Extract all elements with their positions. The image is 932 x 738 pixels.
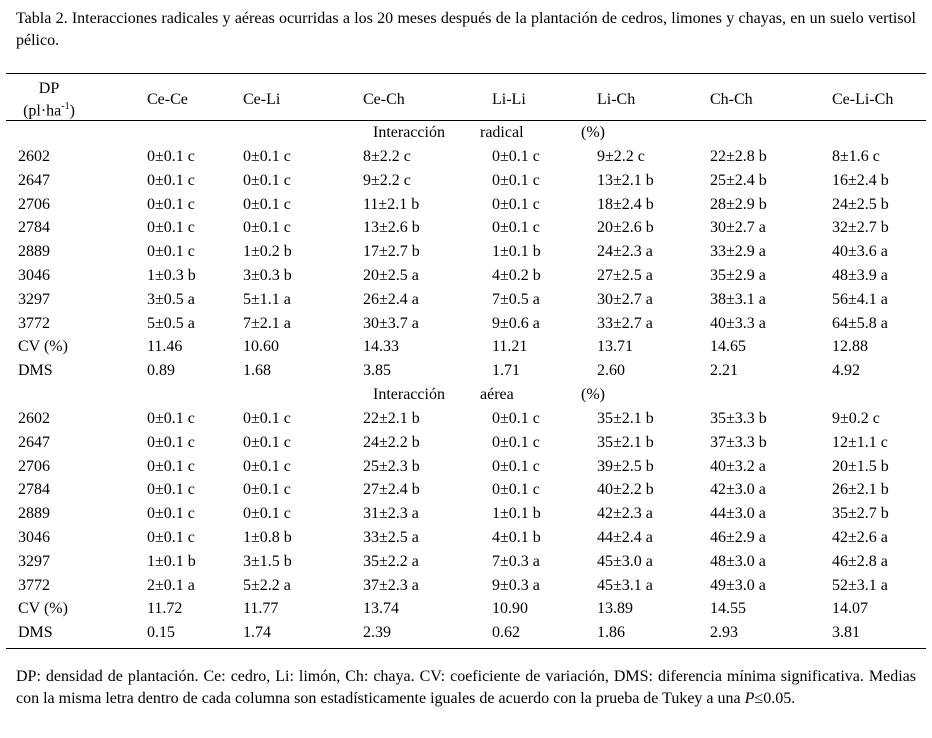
table-cell: 20±2.5 a xyxy=(363,267,419,284)
table-cell: 0±0.1 c xyxy=(147,457,195,475)
table-cell: 33±2.7 a xyxy=(597,314,653,332)
row-label: DMS xyxy=(18,624,53,642)
table-row xyxy=(0,169,932,193)
table-cell: 35±2.2 a xyxy=(363,552,419,570)
row-label: 2889 xyxy=(18,243,50,261)
table-cell: 0±0.1 c xyxy=(243,505,291,523)
table-cell: 48±3.9 a xyxy=(832,267,888,284)
table-cell: 8±1.6 c xyxy=(832,148,880,165)
row-label: 2602 xyxy=(18,410,50,427)
row-label: 2706 xyxy=(18,195,50,213)
table-cell: 30±3.7 a xyxy=(363,314,419,332)
table-cell: 3.85 xyxy=(363,362,391,380)
col-header: Li-Ch xyxy=(597,91,636,108)
dp-header-line2: $(pl\cdot ha^{-1})$ xyxy=(23,101,75,120)
table-row xyxy=(0,193,932,217)
top-rule xyxy=(6,73,926,74)
table-cell: 40±3.3 a xyxy=(710,314,766,332)
table-cell: 42±2.6 a xyxy=(832,529,888,546)
table-cell: 0±0.1 c xyxy=(147,219,195,237)
table-cell: 24±2.5 b xyxy=(832,195,889,213)
table-cell: 5±2.2 a xyxy=(243,576,291,594)
table-cell: 20±1.5 b xyxy=(832,457,889,475)
table-cell: 1±0.8 b xyxy=(243,529,292,546)
table-cell: 3±0.5 a xyxy=(147,290,195,308)
table-cell: 22±2.1 b xyxy=(363,410,420,427)
table-cell: 11.46 xyxy=(147,338,183,356)
row-label: 2647 xyxy=(18,171,50,189)
table-cell: 1.74 xyxy=(243,624,271,642)
table-cell: 2.93 xyxy=(710,624,738,642)
table-cell: 30±2.7 a xyxy=(597,290,653,308)
table-cell: 20±2.6 b xyxy=(597,219,654,237)
table-cell: 9±2.2 c xyxy=(363,171,411,189)
table-footnote: DP: densidad de plantación. Ce: cedro, Li: limón, Ch: chaya. CV: coeficiente de variación, DMS: diferencia mínima significativa. Medias con la misma letra dentro de cada columna son estadísticamente iguales de acuerdo con la prueba de Tukey a una P≤0.05. xyxy=(16,668,916,707)
table-cell: 32±2.7 b xyxy=(832,219,889,237)
table-cell: 1.86 xyxy=(597,624,625,642)
table-cell: 27±2.4 b xyxy=(363,481,420,499)
table-cell: 25±2.4 b xyxy=(710,171,767,189)
row-label: 2889 xyxy=(18,505,50,523)
table-cell: 3.81 xyxy=(832,624,860,642)
table-cell: 1.71 xyxy=(492,362,520,380)
table-cell: 0±0.1 c xyxy=(243,195,291,213)
table-row xyxy=(0,597,932,621)
table-row xyxy=(0,550,932,574)
table-cell: 40±3.2 a xyxy=(710,457,766,475)
table-cell: 42±2.3 a xyxy=(597,505,653,523)
table-cell: 13±2.6 b xyxy=(363,219,420,237)
table-cell: 1±0.1 b xyxy=(492,243,541,261)
table-cell: 64±5.8 a xyxy=(832,314,888,332)
table-cell: 35±2.1 b xyxy=(597,433,654,451)
table-cell: 33±2.5 a xyxy=(363,529,419,546)
table-cell: 0±0.1 c xyxy=(492,457,540,475)
table-cell: 12.88 xyxy=(832,338,868,356)
table-cell: 2.60 xyxy=(597,362,625,380)
table-cell: 45±3.1 a xyxy=(597,576,653,594)
row-label: 2706 xyxy=(18,457,50,475)
col-header: Li-Li xyxy=(492,91,526,108)
table-cell: 0±0.1 c xyxy=(243,481,291,499)
table-cell: 14.33 xyxy=(363,338,399,356)
table-cell: 2.39 xyxy=(363,624,391,642)
table-cell: 14.07 xyxy=(832,600,868,618)
table-cell: 2±0.1 a xyxy=(147,576,195,594)
table-cell: 22±2.8 b xyxy=(710,148,767,165)
table-cell: 31±2.3 a xyxy=(363,505,419,523)
table-cell: 40±3.6 a xyxy=(832,243,888,261)
table-cell: 3±1.5 b xyxy=(243,552,292,570)
row-label: 3772 xyxy=(18,314,50,332)
table-cell: 8±2.2 c xyxy=(363,148,411,165)
table-cell: 2.21 xyxy=(710,362,738,380)
table-row xyxy=(0,455,932,479)
table-cell: 46±2.8 a xyxy=(832,552,888,570)
col-header: Ce-Li-Ch xyxy=(832,91,894,108)
table-cell: 11.21 xyxy=(492,338,528,356)
table-cell: 5±0.5 a xyxy=(147,314,195,332)
table-cell: 5±1.1 a xyxy=(243,290,291,308)
table-cell: 11.77 xyxy=(243,600,279,618)
table-cell: 30±2.7 a xyxy=(710,219,766,237)
table-cell: 44±2.4 a xyxy=(597,529,653,546)
table-cell: 0.89 xyxy=(147,362,175,380)
row-label: 2784 xyxy=(18,219,50,237)
table-row xyxy=(0,407,932,431)
section-title-radical: Interacción radical (%) xyxy=(373,124,605,141)
table-cell: 0±0.1 c xyxy=(243,433,291,451)
table-cell: 0±0.1 c xyxy=(147,195,195,213)
table-cell: 7±0.3 a xyxy=(492,552,540,570)
table-cell: 35±2.1 b xyxy=(597,410,654,427)
table-cell: 52±3.1 a xyxy=(832,576,888,594)
table-row xyxy=(0,240,932,264)
table-cell: 0±0.1 c xyxy=(147,410,195,427)
row-label: 2647 xyxy=(18,433,50,451)
table-cell: 0±0.1 c xyxy=(492,433,540,451)
table-cell: 9±0.3 a xyxy=(492,576,540,594)
row-label: 3046 xyxy=(18,529,50,546)
table-cell: 0±0.1 c xyxy=(492,481,540,499)
table-cell: 28±2.9 b xyxy=(710,195,767,213)
table-cell: 7±2.1 a xyxy=(243,314,291,332)
table-cell: 0±0.1 c xyxy=(492,195,540,213)
table-row xyxy=(0,288,932,312)
table-cell: 1±0.1 b xyxy=(147,552,196,570)
table-cell: 1±0.2 b xyxy=(243,243,292,261)
table-cell: 46±2.9 a xyxy=(710,529,766,546)
table-cell: 0±0.1 c xyxy=(243,457,291,475)
table-cell: 14.65 xyxy=(710,338,746,356)
table-cell: 35±2.9 a xyxy=(710,267,766,284)
row-label: 2602 xyxy=(18,148,50,165)
table-row xyxy=(0,574,932,598)
table-caption: Tabla 2. Interacciones radicales y aéreas ocurridas a los 20 meses después de la plantación de cedros, limones y chayas, en un suelo vertisol pélico. xyxy=(16,10,916,49)
bottom-rule xyxy=(6,648,926,649)
table-cell: 26±2.1 b xyxy=(832,481,889,499)
table-cell: 0±0.1 c xyxy=(243,171,291,189)
table-cell: 0±0.1 c xyxy=(147,243,195,261)
table-cell: 4.92 xyxy=(832,362,860,380)
table-cell: 0±0.1 c xyxy=(243,410,291,427)
table-cell: 0.62 xyxy=(492,624,520,642)
table-cell: 11±2.1 b xyxy=(363,195,420,213)
table-cell: 24±2.2 b xyxy=(363,433,420,451)
table-cell: 39±2.5 b xyxy=(597,457,654,475)
table-cell: 0±0.1 c xyxy=(243,148,291,165)
table-cell: 16±2.4 b xyxy=(832,171,889,189)
table-row xyxy=(0,478,932,502)
table-cell: 3±0.3 b xyxy=(243,267,292,284)
dp-header-line1: DP xyxy=(38,80,60,97)
table-cell: 0±0.1 c xyxy=(147,505,195,523)
table-row xyxy=(0,431,932,455)
table-row xyxy=(0,145,932,169)
col-header: Ce-Ch xyxy=(363,91,405,108)
row-label: CV (%) xyxy=(18,338,68,356)
table-cell: 0±0.1 c xyxy=(492,171,540,189)
table-cell: 13.74 xyxy=(363,600,399,618)
col-header: Ce-Li xyxy=(243,91,281,108)
table-cell: 49±3.0 a xyxy=(710,576,766,594)
table-cell: 18±2.4 b xyxy=(597,195,654,213)
table-cell: 33±2.9 a xyxy=(710,243,766,261)
table-cell: 0±0.1 c xyxy=(243,219,291,237)
section-title-aerea: Interacción aérea (%) xyxy=(373,386,605,403)
table-cell: 13.71 xyxy=(597,338,633,356)
table-cell: 13.89 xyxy=(597,600,633,618)
table-row xyxy=(0,216,932,240)
table-row xyxy=(0,264,932,288)
table-cell: 0±0.1 c xyxy=(147,481,195,499)
table-cell: 56±4.1 a xyxy=(832,290,888,308)
table-cell: 9±0.2 c xyxy=(832,410,880,427)
table-cell: 27±2.5 a xyxy=(597,267,653,284)
table-cell: 9±0.6 a xyxy=(492,314,540,332)
table-cell: 25±2.3 b xyxy=(363,457,420,475)
row-label: DMS xyxy=(18,362,53,380)
table-cell: 48±3.0 a xyxy=(710,552,766,570)
row-label: 3046 xyxy=(18,267,50,284)
table-row xyxy=(0,621,932,645)
table-cell: 1±0.3 b xyxy=(147,267,196,284)
row-label: 2784 xyxy=(18,481,50,499)
col-header: Ch-Ch xyxy=(710,91,753,108)
table-cell: 35±2.7 b xyxy=(832,505,889,523)
table-cell: 10.60 xyxy=(243,338,279,356)
table-cell: 4±0.2 b xyxy=(492,267,541,284)
table-cell: 38±3.1 a xyxy=(710,290,766,308)
table-cell: 10.90 xyxy=(492,600,528,618)
table-row xyxy=(0,526,932,550)
header-row xyxy=(0,88,932,112)
table-cell: 40±2.2 b xyxy=(597,481,654,499)
table-cell: 0.15 xyxy=(147,624,175,642)
table-cell: 1±0.1 b xyxy=(492,505,541,523)
table-row xyxy=(0,359,932,383)
table-cell: 0±0.1 c xyxy=(492,219,540,237)
table-cell: 9±2.2 c xyxy=(597,148,645,165)
row-label: 3297 xyxy=(18,552,50,570)
table-cell: 45±3.0 a xyxy=(597,552,653,570)
table-cell: 42±3.0 a xyxy=(710,481,766,499)
table-cell: 0±0.1 c xyxy=(147,148,195,165)
table-row xyxy=(0,312,932,336)
table-cell: 24±2.3 a xyxy=(597,243,653,261)
table-cell: 0±0.1 c xyxy=(492,410,540,427)
table-cell: 0±0.1 c xyxy=(147,433,195,451)
table-cell: 11.72 xyxy=(147,600,183,618)
table-row xyxy=(0,335,932,359)
table-cell: 12±1.1 c xyxy=(832,433,888,451)
table-cell: 37±3.3 b xyxy=(710,433,767,451)
table-cell: 1.68 xyxy=(243,362,271,380)
table-cell: 37±2.3 a xyxy=(363,576,419,594)
table-cell: 0±0.1 c xyxy=(147,529,195,546)
table-cell: 0±0.1 c xyxy=(492,148,540,165)
table-row xyxy=(0,502,932,526)
col-header: Ce-Ce xyxy=(147,91,188,108)
table-cell: 13±2.1 b xyxy=(597,171,654,189)
table-cell: 4±0.1 b xyxy=(492,529,541,546)
table-cell: 35±3.3 b xyxy=(710,410,767,427)
table-cell: 44±3.0 a xyxy=(710,505,766,523)
row-label: CV (%) xyxy=(18,600,68,618)
table-cell: 7±0.5 a xyxy=(492,290,540,308)
row-label: 3772 xyxy=(18,576,50,594)
table-cell: 14.55 xyxy=(710,600,746,618)
table-cell: 17±2.7 b xyxy=(363,243,420,261)
table-cell: 26±2.4 a xyxy=(363,290,419,308)
row-label: 3297 xyxy=(18,290,50,308)
table-cell: 0±0.1 c xyxy=(147,171,195,189)
